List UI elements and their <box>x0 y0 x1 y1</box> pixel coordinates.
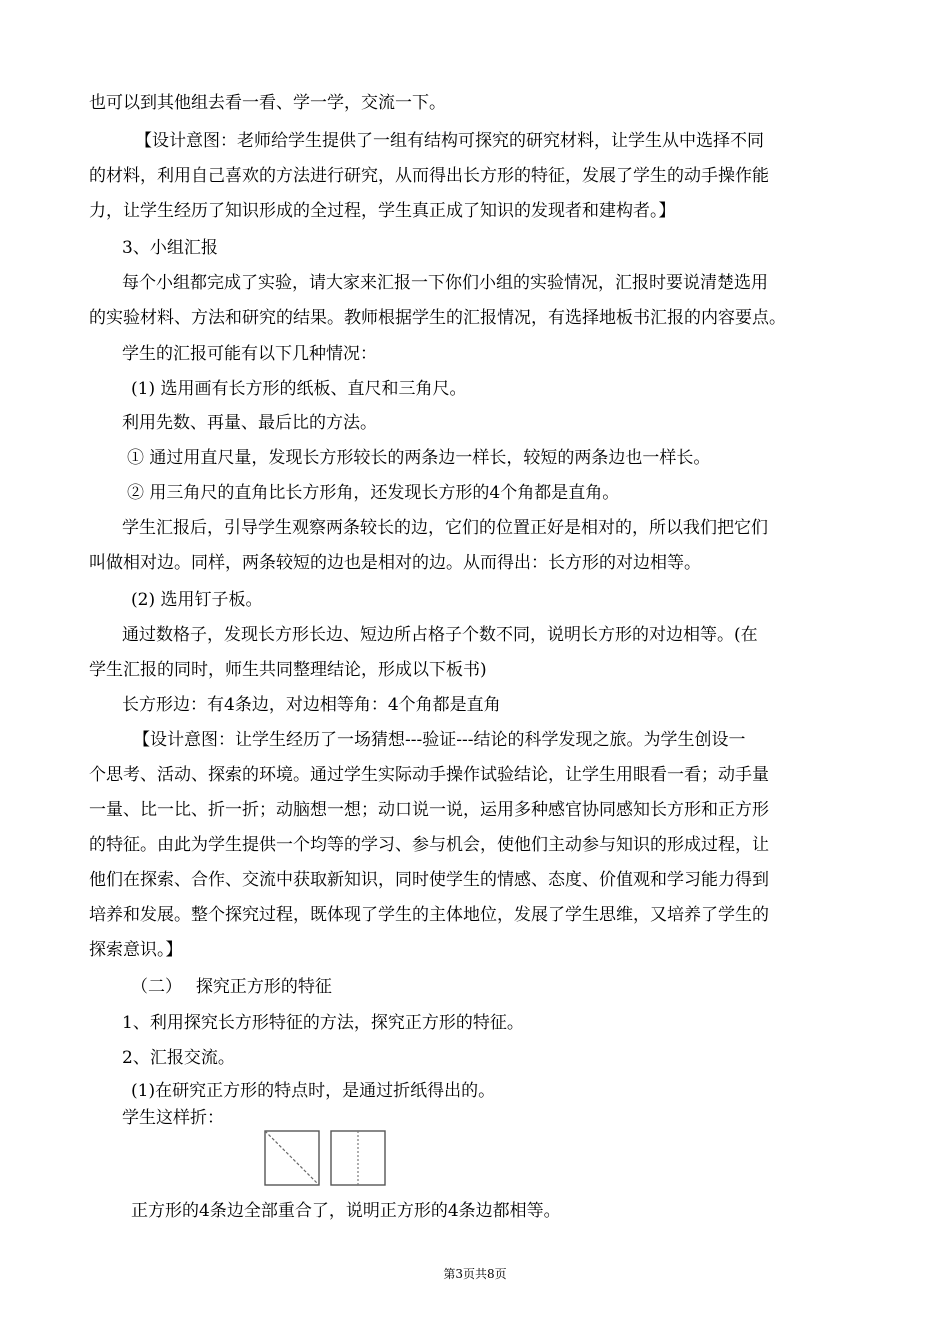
paragraph-line: 的材料，利用自己喜欢的方法进行研究，从而得出长方形的特征，发展了学生的动手操作能 <box>89 166 769 186</box>
paragraph-line: (1) 选用画有长方形的纸板、直尺和三角尺。 <box>131 379 467 399</box>
paragraph-line: 长方形边：有4条边，对边相等角：4个角都是直角 <box>122 695 501 715</box>
paragraph-line: 力，让学生经历了知识形成的全过程，学生真正成了知识的发现者和建构者。】 <box>89 201 676 221</box>
diagonal-fold-square <box>265 1131 319 1185</box>
paragraph-line: 学生汇报的同时，师生共同整理结论，形成以下板书) <box>89 660 487 680</box>
paragraph-line: 学生的汇报可能有以下几种情况： <box>122 344 377 364</box>
paragraph-line: 【设计意图：让学生经历了一场猜想---验证---结论的科学发现之旅。为学生创设一 <box>133 730 746 750</box>
paragraph-line: 2、汇报交流。 <box>122 1048 235 1068</box>
paragraph-line: (1)在研究正方形的特点时，是通过折纸得出的。 <box>131 1081 496 1101</box>
paragraph-line: 的实验材料、方法和研究的结果。教师根据学生的汇报情况，有选择地板书汇报的内容要点。 <box>89 308 786 328</box>
paragraph-line: 正方形的4条边全部重合了，说明正方形的4条边都相等。 <box>131 1201 561 1221</box>
paragraph-line: 的特征。由此为学生提供一个均等的学习、参与机会，使他们主动参与知识的形成过程，让 <box>89 835 769 855</box>
paragraph-line: 1、利用探究长方形特征的方法，探究正方形的特征。 <box>122 1013 524 1033</box>
paragraph-line: 叫做相对边。同样，两条较短的边也是相对的边。从而得出：长方形的对边相等。 <box>89 553 701 573</box>
paragraph-line: 探索意识。】 <box>89 940 183 960</box>
paragraph-line: 每个小组都完成了实验，请大家来汇报一下你们小组的实验情况，汇报时要说清楚选用 <box>122 273 768 293</box>
paragraph-line: (2) 选用钉子板。 <box>131 590 263 610</box>
paragraph-line: 学生汇报后，引导学生观察两条较长的边，它们的位置正好是相对的，所以我们把它们 <box>122 518 768 538</box>
paragraph-line: ① 通过用直尺量，发现长方形较长的两条边一样长，较短的两条边也一样长。 <box>127 448 711 468</box>
paragraph-line: 通过数格子，发现长方形长边、短边所占格子个数不同，说明长方形的对边相等。(在 <box>122 625 758 645</box>
folding-squares-figure <box>262 1128 392 1190</box>
paragraph-line: 个思考、活动、探索的环境。通过学生实际动手操作试验结论，让学生用眼看一看；动手量 <box>89 765 769 785</box>
page-number: 第3页共8页 <box>443 1267 507 1281</box>
paragraph-line: 学生这样折： <box>122 1108 224 1128</box>
paragraph-line: 【设计意图：老师给学生提供了一组有结构可探究的研究材料，让学生从中选择不同 <box>135 131 764 151</box>
paragraph-line: 利用先数、再量、最后比的方法。 <box>122 413 377 433</box>
paragraph-line: 一量、比一比、折一折；动脑想一想；动口说一说，运用多种感官协同感知长方形和正方形 <box>89 800 769 820</box>
section-heading: 3、小组汇报 <box>122 238 218 258</box>
paragraph-line: ② 用三角尺的直角比长方形角，还发现长方形的4个角都是直角。 <box>127 483 620 503</box>
midline-fold-square <box>331 1131 385 1185</box>
paragraph-line: 他们在探索、合作、交流中获取新知识，同时使学生的情感、态度、价值观和学习能力得到 <box>89 870 769 890</box>
section-heading: （二） 探究正方形的特征 <box>131 977 332 997</box>
paragraph-line: 也可以到其他组去看一看、学一学，交流一下。 <box>89 93 446 113</box>
paragraph-line: 培养和发展。整个探究过程，既体现了学生的主体地位，发展了学生思维，又培养了学生的 <box>89 905 769 925</box>
